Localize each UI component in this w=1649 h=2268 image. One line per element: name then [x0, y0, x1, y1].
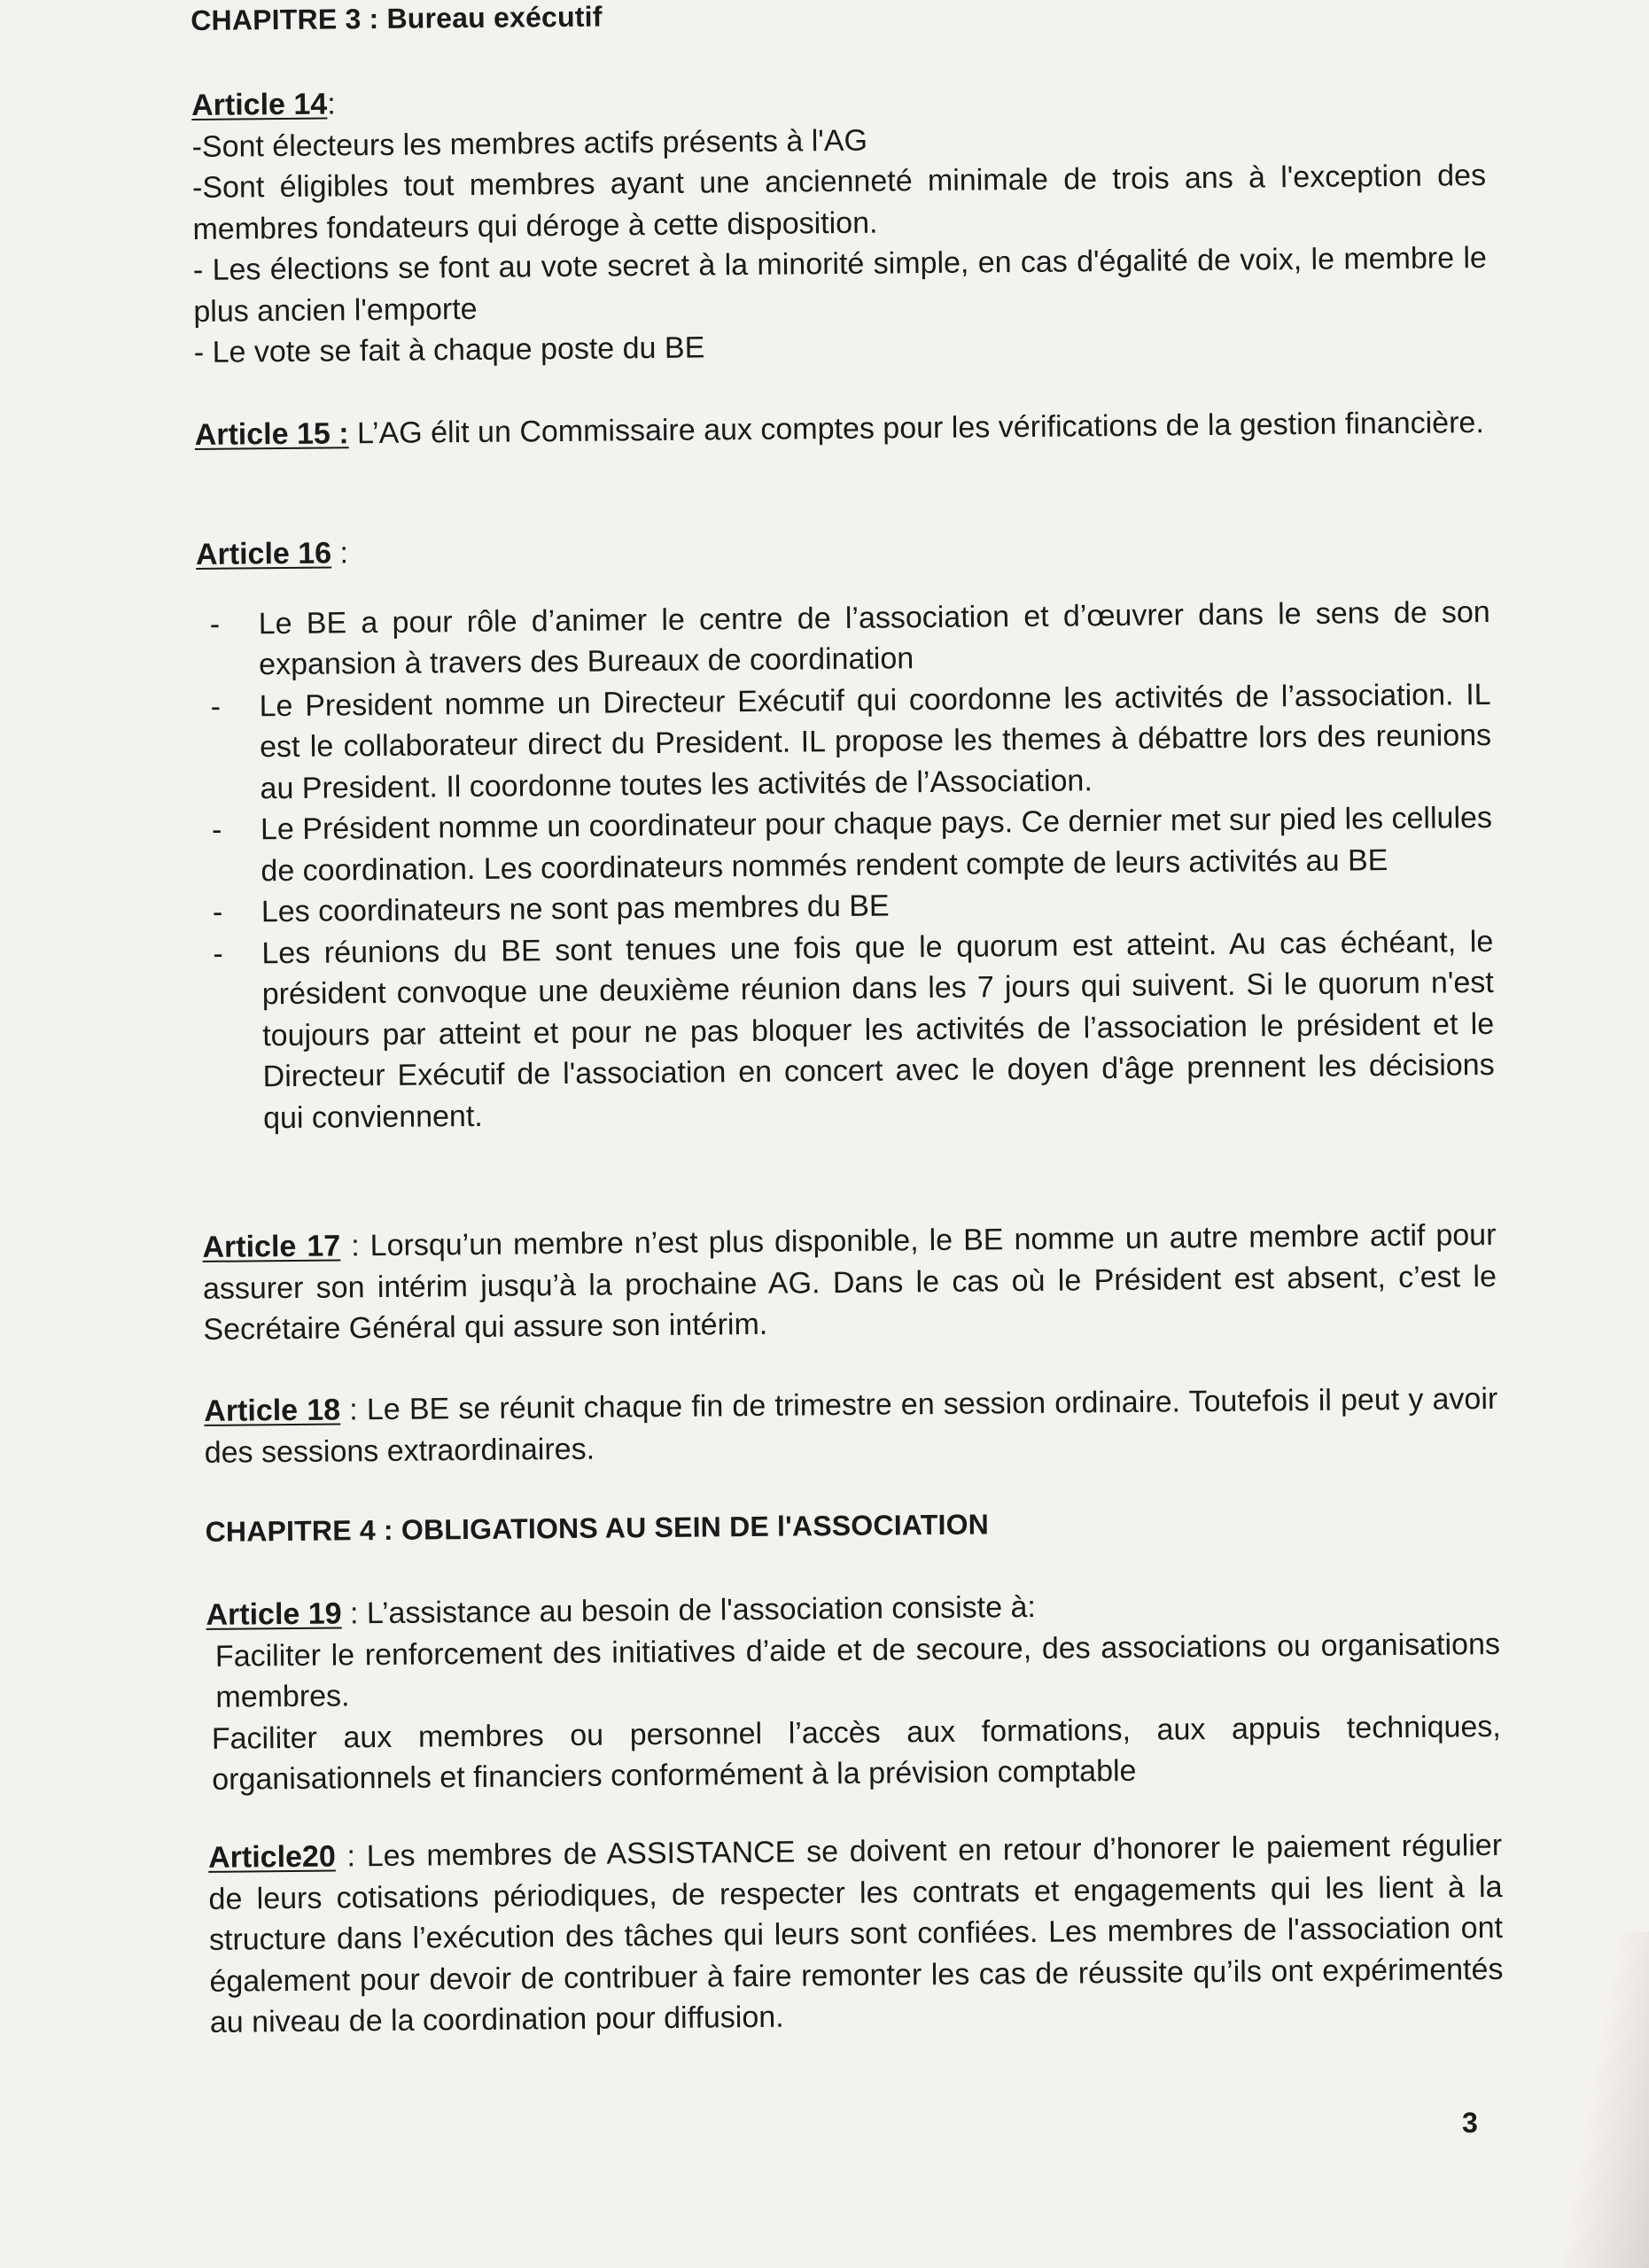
article-15 — [194, 402, 1488, 456]
dash-bullet: - — [213, 936, 223, 971]
article-16-heading — [196, 522, 1490, 576]
article-16 — [196, 522, 1495, 1139]
article-19-para-2: Faciliter aux membres ou personnel l’accès aux formations, aux appuis techniques, organisationnels et financiers conformément à la prévision comptable — [211, 1709, 1501, 1797]
list-item: - Les coordinateurs ne sont pas membres du BE — [199, 880, 1493, 934]
list-item: - Le President nomme un Directeur Exécutif qui coordonne les activités de l’association. IL est le collaborateur direct du President. IL propose les themes à débattre lors des reunions au President. Il coordonne toutes les activités de l’Association. — [210, 677, 1492, 805]
chapter-3-title: CHAPITRE 3 : Bureau exécutif — [191, 0, 603, 36]
article-15-label: Article 15 : — [194, 416, 349, 452]
article-14 — [191, 73, 1488, 373]
article-16-list — [197, 591, 1496, 1138]
article-18-label: Article 18 — [204, 1393, 341, 1428]
list-item: - Le BE a pour rôle d’animer le centre de l’association et d’œuvrer dans le sens de son expansion à travers des Bureaux de coordination — [209, 594, 1490, 682]
page-number: 3 — [1462, 2107, 1478, 2139]
article-17 — [202, 1215, 1497, 1351]
dash-bullet: - — [212, 895, 223, 929]
article-14-label: Article 14 — [191, 87, 328, 122]
document-page — [191, 0, 1506, 2268]
dash-bullet: - — [209, 607, 221, 641]
article-14-line-4: - Le vote se fait à chaque poste du BE — [193, 330, 705, 369]
article-19-text: : L’assistance au besoin de l'association consiste à: — [349, 1589, 1037, 1631]
list-item: - Le Président nomme un coordinateur pour chaque pays. Ce dernier met sur pied les cellules de coordination. Les coordinateurs nommés rendent compte de leurs activités au BE — [211, 800, 1493, 888]
article-18-text: : Le BE se réunit chaque fin de trimestre en session ordinaire. Toutefois il peut y avoir des sessions extraordinaires. — [204, 1381, 1498, 1470]
article-18 — [204, 1379, 1498, 1473]
article-20-text: : Les membres de ASSISTANCE se doivent en retour d’honorer le paiement régulier de leurs cotisations périodiques, de respecter les contrats et engagements qui les lient à la structure dans l’exécution des tâches qui leurs sont confiées. Les membres de l'association ont également pour devoir de contribuer à faire remonter les cas de réussite qu’ils ont expérimentés au niveau de la coordination pour diffusion. — [208, 1828, 1504, 2039]
dash-bullet: - — [210, 689, 222, 724]
article-17-text: : Lorsqu’un membre n’est plus disponible, le BE nomme un autre membre actif pour assurer son intérim jusqu’à la prochaine AG. Dans le cas où le Président est absent, c’est le Secrétaire Général qui assure son intérim. — [202, 1217, 1497, 1347]
article-16-suffix: : — [339, 536, 349, 571]
article-17-label: Article 17 — [202, 1229, 341, 1264]
chapter-4-title: CHAPITRE 4 : OBLIGATIONS AU SEIN DE l'ASSOCIATION — [205, 1508, 990, 1548]
article-14-line-1: -Sont électeurs les membres actifs présents à l'AG — [191, 123, 868, 164]
article-19 — [206, 1582, 1501, 1801]
list-item: - Les réunions du BE sont tenues une fois que le quorum est atteint. Au cas échéant, le président convoque une deuxième réunion dans les 7 jours qui suivent. Si le quorum n'est toujours par atteint et pour ne pas bloquer les activités de l’association le président et le Directeur Exécutif de l'association en concert avec le doyen d'âge prennent les décisions qui conviennent. — [213, 924, 1495, 1135]
scan-shadow — [1507, 1931, 1649, 2268]
article-20-label: Article20 — [207, 1839, 336, 1875]
article-16-label: Article 16 — [195, 536, 332, 571]
article-15-text: L’AG élit un Commissaire aux comptes pour les vérifications de la gestion financière. — [356, 406, 1484, 451]
article-19-para-1: Faciliter le renforcement des initiatives d’aide et de secoure, des associations ou organisations membres. — [214, 1627, 1501, 1714]
article-20 — [208, 1825, 1504, 2044]
article-19-label: Article 19 — [206, 1596, 342, 1632]
article-14-line-3: - Les élections se font au vote secret à la minorité simple, en cas d'égalité de voix, le membre le plus ancien l'emporte — [192, 240, 1488, 329]
article-14-line-2: -Sont éligibles tout membres ayant une ancienneté minimale de trois ans à l'exception des membres fondateurs qui déroge à cette disposition. — [191, 158, 1487, 246]
dash-bullet: - — [211, 812, 222, 847]
article-14-suffix: : — [327, 87, 336, 121]
